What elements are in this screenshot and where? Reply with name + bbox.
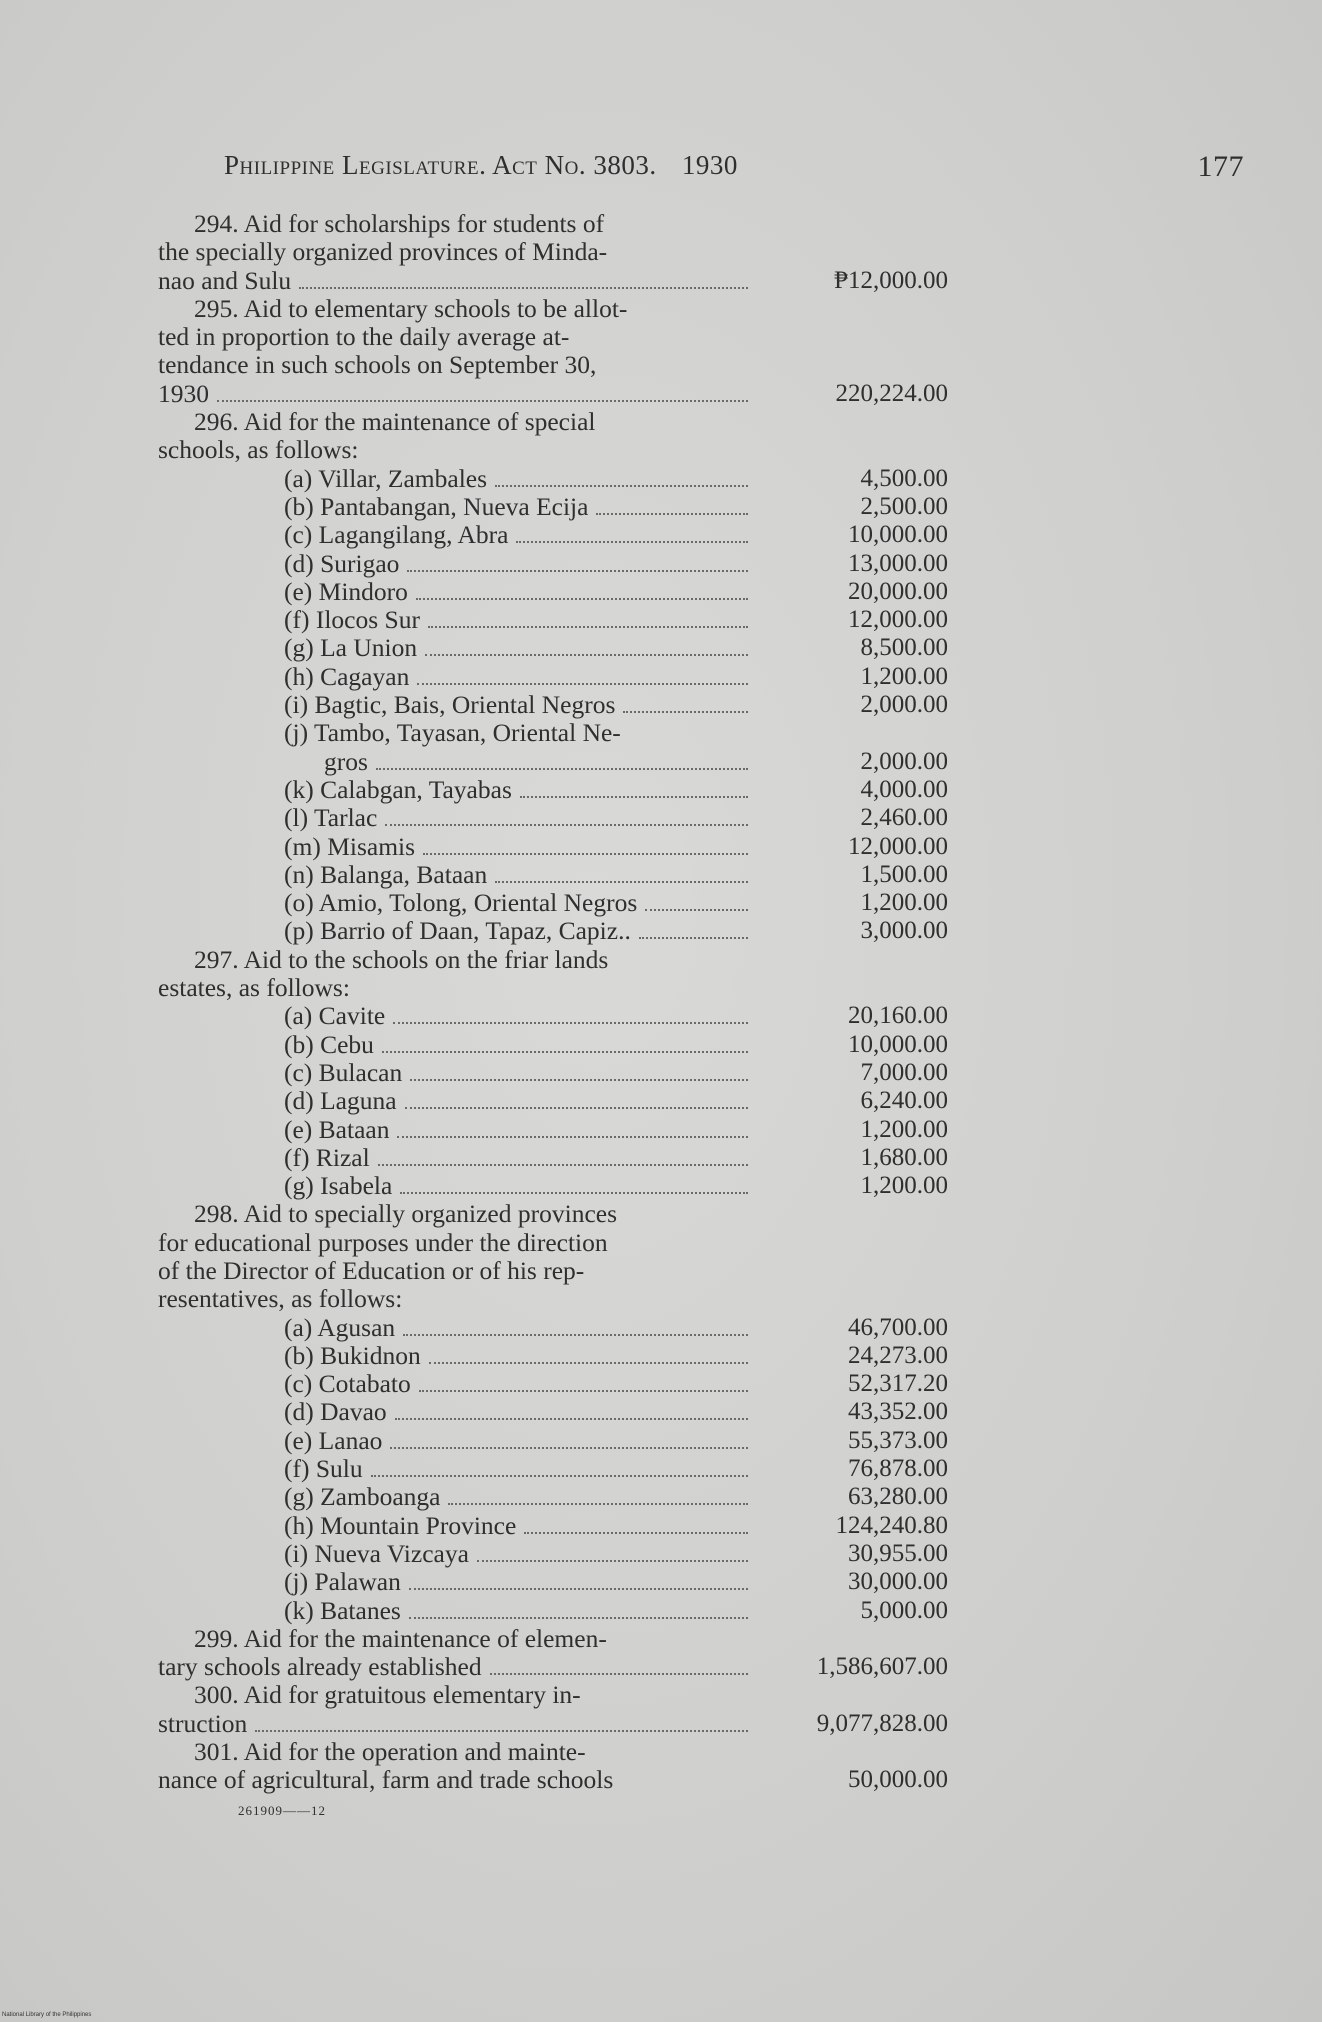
sub-item-amount: 13,000.00 [848,549,948,577]
item-amount: 9,077,828.00 [816,1709,948,1737]
sub-item-label: (n) Balanga, Bataan [284,859,488,889]
sub-item-label: (g) Isabela [284,1171,393,1201]
sub-item-row [158,1540,948,1568]
item-text-line: 295. Aid to elementary schools to be allot- [194,293,628,323]
dot-leader [429,1362,748,1364]
item-text-line: nao and Sulu [158,265,292,295]
dot-leader [405,1107,748,1109]
sub-item-amount: 4,000.00 [860,775,948,803]
sub-item-row [158,833,948,861]
appropriations-list [158,210,948,1795]
sub-item-row [158,776,948,804]
sub-item-amount: 1,680.00 [860,1143,948,1171]
sub-item-amount: 24,273.00 [848,1341,948,1369]
dot-leader [255,1730,748,1732]
sub-item-label: (c) Bulacan [284,1057,403,1087]
sub-item-row [158,804,948,832]
dot-leader [477,1560,748,1562]
item-text-line: 299. Aid for the maintenance of elemen- [194,1623,607,1653]
item-text-line: the specially organized provinces of Minda- [158,237,608,267]
sub-item-row [158,1455,948,1483]
item-298 [158,1200,948,1624]
sub-item-label: (e) Bataan [284,1114,390,1144]
item-text-line: nance of agricultural, farm and trade schools [158,1765,614,1795]
dot-leader [524,1532,748,1534]
sub-item-label-cont: gros [324,746,368,776]
sub-item-label: (b) Pantabangan, Nueva Ecija [284,491,589,521]
sub-item-label: (h) Mountain Province [284,1510,517,1540]
sub-item-amount: 52,317.20 [848,1370,948,1398]
sub-item-label: (e) Mindoro [284,576,408,606]
item-text-line: schools, as follows: [158,435,359,465]
sub-item-row [158,493,948,521]
dot-leader [378,1164,748,1166]
sub-item-label: (j) Tambo, Tayasan, Oriental Ne- [284,718,621,748]
sub-item-label: (g) Zamboanga [284,1482,441,1512]
sub-item-label: (a) Villar, Zambales [284,463,488,493]
sub-item-amount: 124,240.80 [835,1511,948,1539]
sub-item-row [158,606,948,634]
item-300 [158,1681,948,1738]
item-text-line: resentatives, as follows: [158,1284,403,1314]
sub-item-label: (g) La Union [284,633,418,663]
dot-leader [409,1588,748,1590]
dot-leader [428,626,748,628]
sub-item-label: (e) Lanao [284,1425,383,1455]
sub-item-label: (k) Calabgan, Tayabas [284,774,512,804]
sub-item-label: (d) Davao [284,1397,387,1427]
item-text-line: 294. Aid for scholarships for students of [194,209,605,238]
dot-leader [371,1475,748,1477]
sub-item-row [158,578,948,606]
page-number: 177 [1197,150,1244,183]
item-text-line: tendance in such schools on September 30, [158,350,597,380]
sub-item-amount: 1,200.00 [860,889,948,917]
dot-leader [639,937,748,939]
sub-item-label: (i) Bagtic, Bais, Oriental Negros [284,690,616,720]
sub-item-row [158,1116,948,1144]
sub-item-row [158,1512,948,1540]
sub-item-row [158,1370,948,1398]
sub-item-amount: 20,000.00 [848,577,948,605]
sub-item-amount: 12,000.00 [848,832,948,860]
dot-leader [490,1673,748,1675]
item-text-line: 1930 [158,378,209,408]
sub-item-row [158,1568,948,1596]
header-year: 1930 [681,150,738,180]
dot-leader [417,683,748,685]
dot-leader [217,400,748,402]
item-amount: ₱12,000.00 [834,266,948,294]
sub-item-label: (o) Amio, Tolong, Oriental Negros [284,888,638,918]
sub-item-label: (j) Palawan [284,1567,401,1597]
sub-item-row [158,1144,948,1172]
sub-item-amount: 10,000.00 [848,1030,948,1058]
dot-leader [645,909,748,911]
item-amount: 50,000.00 [848,1766,948,1794]
sub-item-amount: 4,500.00 [860,464,948,492]
sub-item-amount: 63,280.00 [848,1483,948,1511]
dot-leader [397,1136,748,1138]
dot-leader [516,541,748,543]
sub-item-row [158,1398,948,1426]
sub-item-row [158,917,948,945]
sub-item-amount: 3,000.00 [860,917,948,945]
dot-leader [403,1334,748,1336]
sub-item-amount: 46,700.00 [848,1313,948,1341]
item-297 [158,946,948,1201]
item-text-line: estates, as follows: [158,973,350,1003]
print-code: 261909——12 [238,1803,326,1818]
running-header [224,150,1244,181]
sub-item-amount: 5,000.00 [860,1596,948,1624]
dot-leader [596,513,748,515]
sub-item-amount: 12,000.00 [848,606,948,634]
header-title: Philippine Legislature. Act No. 3803. [224,150,657,180]
sub-item-row [158,1314,948,1342]
sub-item-amount: 20,160.00 [848,1002,948,1030]
sub-item-row [158,1087,948,1115]
sub-item-amount: 30,955.00 [848,1539,948,1567]
item-text-line: of the Director of Education or of his rep- [158,1255,585,1285]
sub-item-amount: 30,000.00 [848,1568,948,1596]
sub-item-label: (c) Cotabato [284,1369,411,1399]
item-text-line: 298. Aid to specially organized provinces [194,1199,618,1229]
sub-item-row [158,663,948,691]
item-amount: 1,586,607.00 [816,1653,948,1681]
sub-item-row [158,691,948,719]
item-text-line: for educational purposes under the direction [158,1227,608,1257]
dot-leader [382,1051,748,1053]
item-text-line: 297. Aid to the schools on the friar lands [194,944,609,974]
sub-item-amount: 2,000.00 [860,691,948,719]
sub-item-amount: 1,200.00 [860,1115,948,1143]
sub-item-label: (k) Batanes [284,1595,401,1625]
sub-item-amount: 76,878.00 [848,1455,948,1483]
sub-item-label: (b) Cebu [284,1029,374,1059]
dot-leader [423,853,748,855]
item-299 [158,1625,948,1682]
dot-leader [299,287,748,289]
dot-leader [407,570,748,572]
sub-item-amount: 1,200.00 [860,1172,948,1200]
sub-item-row [158,1342,948,1370]
item-text-line: struction [158,1708,248,1738]
sub-item-label: (d) Laguna [284,1086,397,1116]
item-text-line: 301. Aid for the operation and mainte- [194,1737,586,1767]
sub-item-amount: 10,000.00 [848,521,948,549]
sub-item-label: (l) Tarlac [284,803,378,833]
item-296 [158,408,948,946]
sub-item-label: (a) Cavite [284,1001,386,1031]
dot-leader [623,711,748,713]
sub-item-amount: 2,500.00 [860,492,948,520]
sub-item-amount: 2,000.00 [860,747,948,775]
item-294 [158,210,948,295]
sub-item-label: (i) Nueva Vizcaya [284,1538,469,1568]
item-301 [158,1738,948,1795]
sub-item-row [158,1597,948,1625]
sub-item-row [158,1031,948,1059]
dot-leader [390,1447,748,1449]
sub-item-amount: 55,373.00 [848,1426,948,1454]
dot-leader [495,485,748,487]
item-amount: 220,224.00 [835,379,948,407]
sub-item-label: (a) Agusan [284,1312,396,1342]
sub-item-label: (h) Cagayan [284,661,410,691]
sub-item-row [158,889,948,917]
item-text-line: ted in proportion to the daily average at- [158,322,570,352]
dot-leader [520,796,748,798]
dot-leader [409,1617,748,1619]
dot-leader [393,1022,748,1024]
sub-item-label: (b) Bukidnon [284,1340,421,1370]
sub-item-row [158,521,948,549]
sub-item-row [158,1059,948,1087]
sub-item-row [158,1427,948,1455]
sub-item-row [158,550,948,578]
item-text-line: tary schools already established [158,1652,482,1682]
sub-item-row [158,465,948,493]
sub-item-label: (f) Ilocos Sur [284,605,420,635]
item-295 [158,295,948,408]
dot-leader [385,824,748,826]
dot-leader [410,1079,748,1081]
item-text-line: 300. Aid for gratuitous elementary in- [194,1680,581,1710]
dot-leader [400,1192,748,1194]
dot-leader [495,881,748,883]
sub-item-label: (m) Misamis [284,831,416,861]
dot-leader [448,1503,748,1505]
sub-item-amount: 1,200.00 [860,662,948,690]
sub-item-label: (c) Lagangilang, Abra [284,520,509,550]
sub-item-amount: 1,500.00 [860,860,948,888]
dot-leader [416,598,748,600]
sub-item-amount: 7,000.00 [860,1058,948,1086]
scan-credit: National Library of the Philippines [2,2012,92,2018]
sub-item-amount: 43,352.00 [848,1398,948,1426]
sub-item-row [158,861,948,889]
sub-item-row [158,1002,948,1030]
item-text-line: 296. Aid for the maintenance of special [194,407,596,437]
sub-item-amount: 6,240.00 [860,1087,948,1115]
dot-leader [419,1390,748,1392]
dot-leader [395,1418,748,1420]
dot-leader [376,768,748,770]
sub-item-amount: 8,500.00 [860,634,948,662]
sub-item-label: (f) Rizal [284,1142,370,1172]
sub-item-label: (p) Barrio of Daan, Tapaz, Capiz.. [284,916,631,946]
sub-item-row [158,634,948,662]
sub-item-row [158,1483,948,1511]
sub-item-label: (f) Sulu [284,1454,363,1484]
sub-item-row [158,1172,948,1200]
sub-item-label: (d) Surigao [284,548,400,578]
dot-leader [425,654,748,656]
sub-item-amount: 2,460.00 [860,804,948,832]
